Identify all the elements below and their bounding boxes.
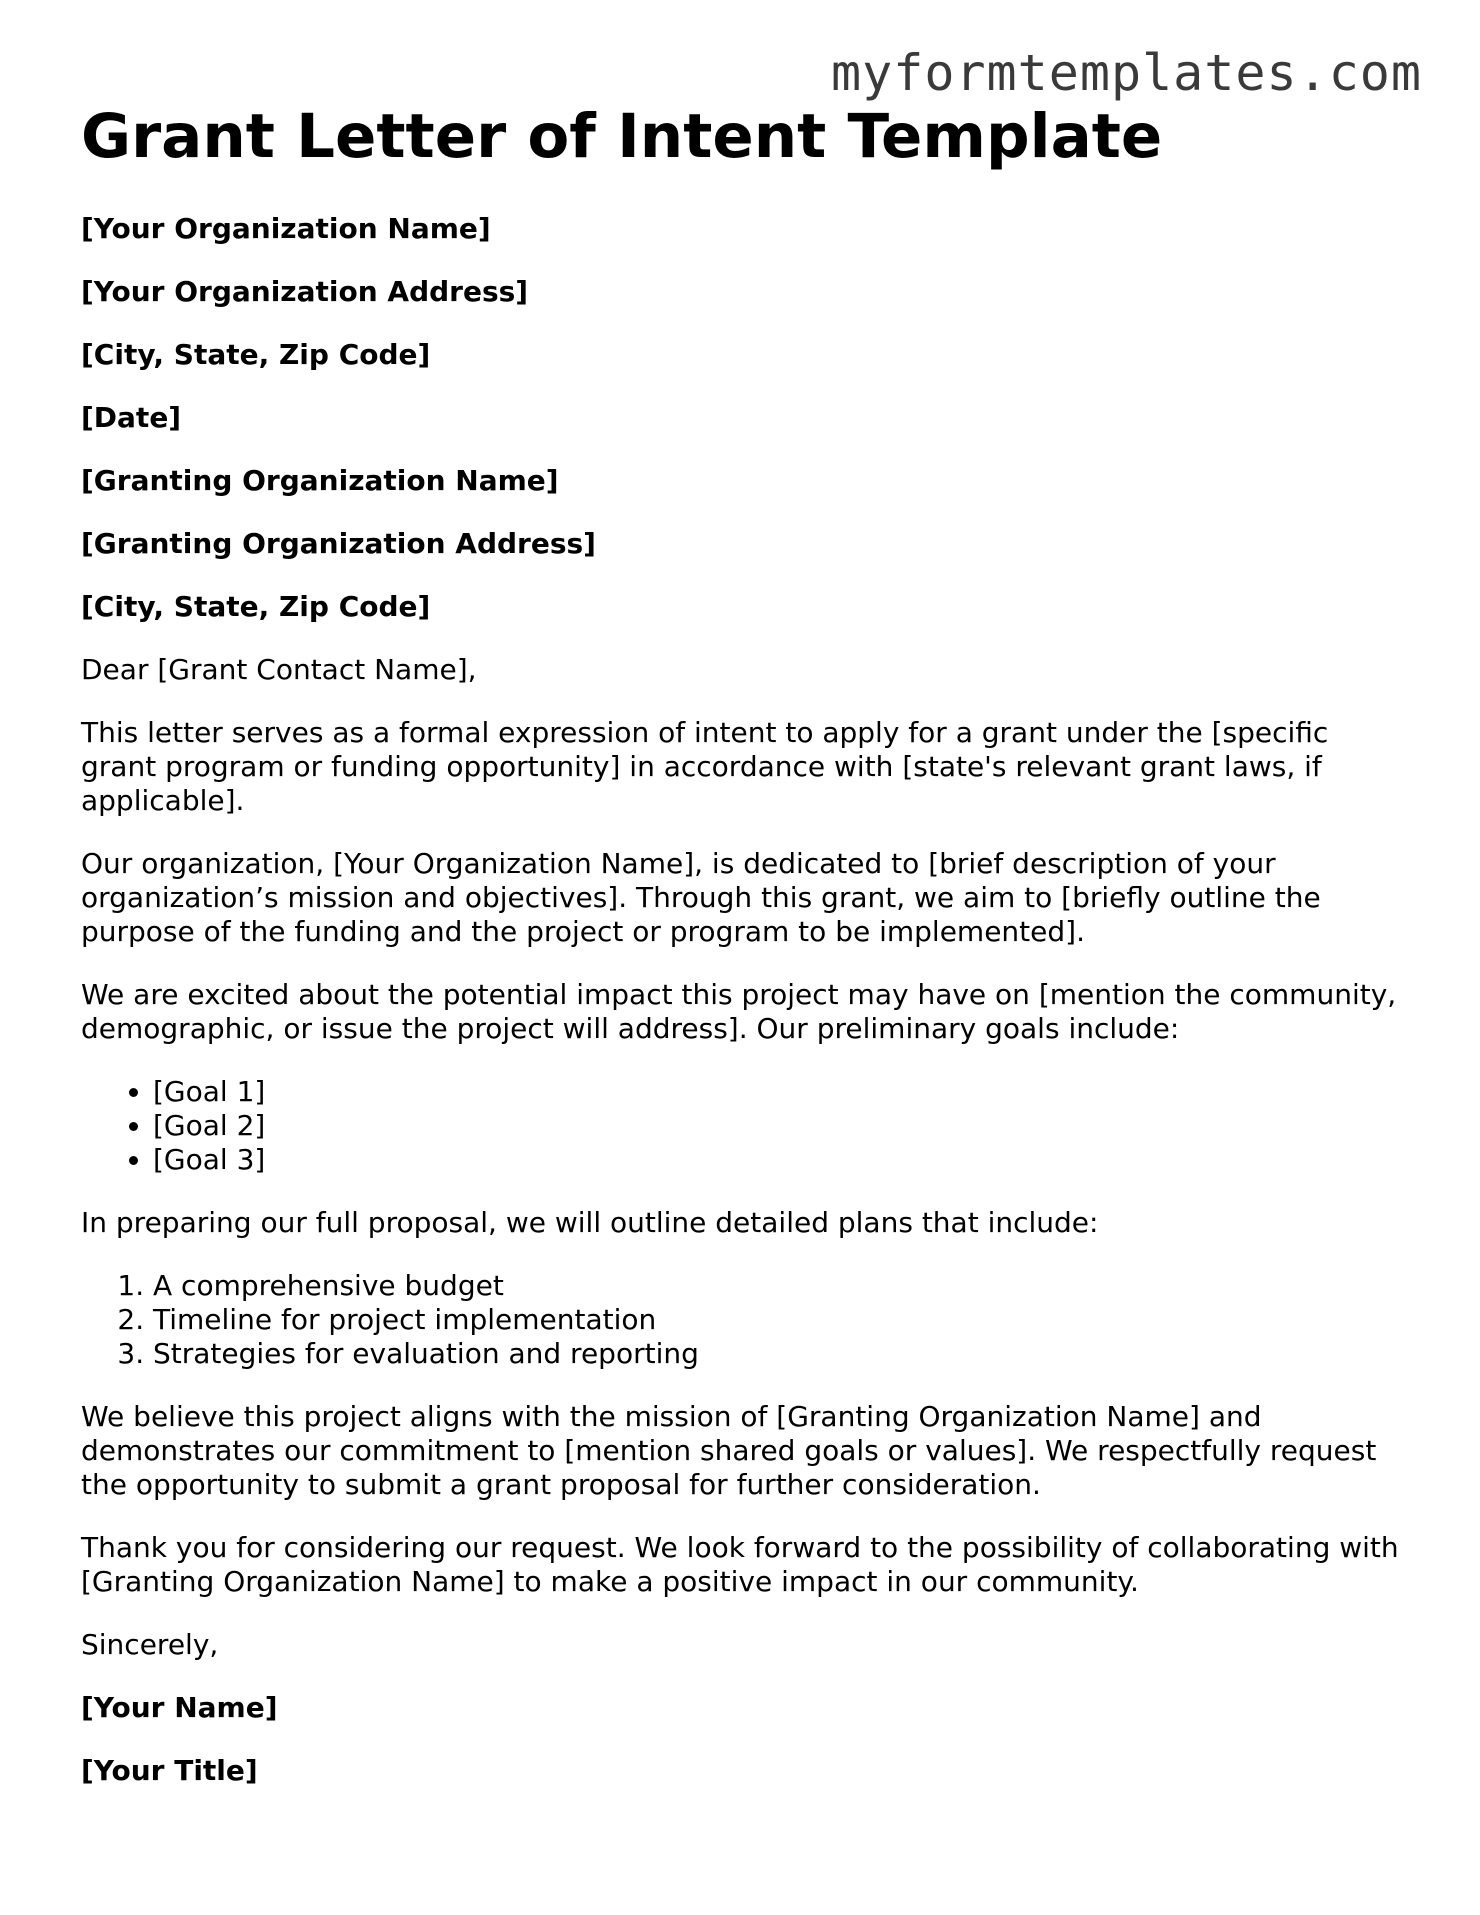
paragraph-alignment: We believe this project aligns with the mission of [Granting Organization Name] and demonstrates our commitment to [mention shared goals or values]. We respectfully request the opportunity to submit a grant proposal for further consideration.	[81, 1400, 1377, 1502]
goal-item: • [Goal 3]	[153, 1143, 1411, 1177]
recipient-org-address: [Granting Organization Address]	[81, 527, 596, 561]
paragraph-thanks: Thank you for considering our request. We look forward to the possibility of collaborating with [Granting Organization Name] to make a positive impact in our community.	[81, 1531, 1399, 1599]
goal-item: • [Goal 2]	[153, 1109, 1411, 1143]
sender-org-name: [Your Organization Name]	[81, 212, 491, 246]
page-title: Grant Letter of Intent Template	[81, 101, 1163, 172]
goals-list	[81, 1075, 1411, 1177]
paragraph-impact: We are excited about the potential impact this project may have on [mention the community, demographic, or issue the project will address]. Our preliminary goals include:	[81, 978, 1397, 1046]
watermark-text: myformtemplates.com	[831, 44, 1422, 102]
paragraph-mission: Our organization, [Your Organization Name], is dedicated to [brief description of your organization’s mission and objectives]. Through this grant, we aim to [briefly outline the purpose of the funding and the project or program to be implemented].	[81, 847, 1321, 949]
sender-org-address: [Your Organization Address]	[81, 275, 529, 309]
plan-item: 3. Strategies for evaluation and reporting	[153, 1337, 1411, 1371]
signature-title: [Your Title]	[81, 1754, 258, 1788]
recipient-org-name: [Granting Organization Name]	[81, 464, 559, 498]
letter-document	[81, 102, 1411, 1817]
plan-item: 1. A comprehensive budget	[153, 1269, 1411, 1303]
paragraph-proposal: In preparing our full proposal, we will outline detailed plans that include:	[81, 1206, 1099, 1240]
recipient-city-state-zip: [City, State, Zip Code]	[81, 590, 431, 624]
paragraph-intro: This letter serves as a formal expression of intent to apply for a grant under the [specific grant program or funding opportunity] in accordance with [state's relevant grant laws, if applicable].	[81, 716, 1329, 818]
sender-city-state-zip: [City, State, Zip Code]	[81, 338, 431, 372]
plans-list	[81, 1269, 1411, 1371]
plan-item: 2. Timeline for project implementation	[153, 1303, 1411, 1337]
goal-item: • [Goal 1]	[153, 1075, 1411, 1109]
closing: Sincerely,	[81, 1628, 219, 1662]
signature-name: [Your Name]	[81, 1691, 278, 1725]
salutation: Dear [Grant Contact Name],	[81, 653, 477, 687]
letter-date: [Date]	[81, 401, 182, 435]
